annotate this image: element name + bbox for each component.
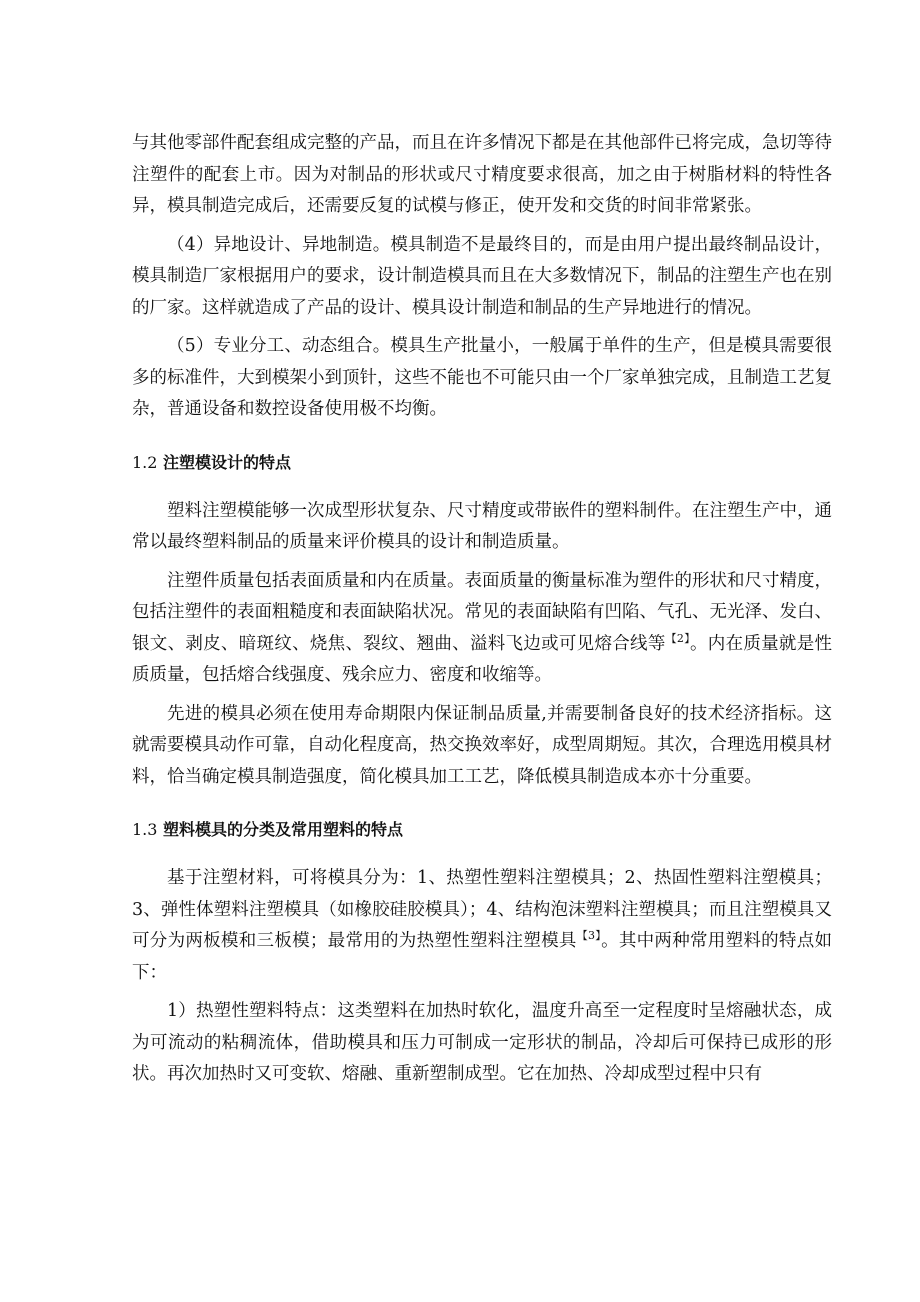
paragraph-text: 。内在质量就是性质质量，包括熔合线强度、残余应力、密度和收缩等。 xyxy=(132,633,833,685)
paragraph-injection-mold-intro: 塑料注塑模能够一次成型形状复杂、尺寸精度或带嵌件的塑料制件。在注塑生产中，通常以最终塑料制品的质量来评价模具的设计和制造质量。 xyxy=(132,500,832,552)
paragraph-thermoplastic: 1）热塑性塑料特点：这类塑料在加热时软化，温度升高至一定程度时呈熔融状态，成为可流动的粘稠流体，借助模具和压力可制成一定形状的制品，冷却后可保持已成形的形状。再次加热时又可变软、熔融、重新塑制成型。它在加热、冷却成型过程中只有 xyxy=(132,1001,832,1084)
citation-2: 【2】 xyxy=(665,631,690,645)
citation-3: 【3】 xyxy=(576,929,602,943)
paragraph-text: 注塑件质量包括表面质量和内在质量。表面质量的衡量标准为塑件的形状和尺寸精度，包括注塑件的表面粗糙度和表面缺陷状况。常见的表面缺陷有凹陷、气孔、无光泽、发白、银文、剥皮、暗斑纹、烧焦、裂纹、翘曲、溢料飞边或可见熔合线等 xyxy=(132,570,832,654)
paragraph-advanced-mold: 先进的模具必须在使用寿命期限内保证制品质量,并需要制备良好的技术经济指标。这就需要模具动作可靠，自动化程度高，热交换效率好，成型周期短。其次，合理选用模具材料，恰当确定模具制造强度，简化模具加工工艺，降低模具制造成本亦十分重要。 xyxy=(132,703,832,787)
section-number: 1.2 xyxy=(132,452,158,472)
paragraph-item-5: （5）专业分工、动态组合。模具生产批量小，一般属于单件的生产，但是模具需要很多的标准件，大到模架小到顶针，这些不能也不可能只由一个厂家单独完成，且制造工艺复杂，普通设备和数控设备使用极不均衡。 xyxy=(132,336,832,419)
paragraph-continuation: 与其他零部件配套组成完整的产品，而且在许多情况下都是在其他部件已将完成，急切等待注塑件的配套上市。因为对制品的形状或尺寸精度要求很高，加之由于树脂材料的特性各异，模具制造完成后，还需要反复的试模与修正，使开发和交货的时间非常紧张。 xyxy=(132,133,832,216)
paragraph-text: 。其中两种常用塑料的特点如下： xyxy=(132,931,833,983)
section-title: 注塑模设计的特点 xyxy=(163,452,292,472)
paragraph-text: 基于注塑材料，可将模具分为：1、热塑性塑料注塑模具；2、热固性塑料注塑模具；3、弹性体塑料注塑模具（如橡胶硅胶模具）；4、结构泡沫塑料注塑模具；而且注塑模具又可分为两板模和三板模；最常用的为热塑性塑料注塑模具 xyxy=(132,868,832,951)
paragraph-part-quality xyxy=(132,566,832,692)
section-heading-1-2 xyxy=(132,448,832,478)
document-page xyxy=(132,128,832,1091)
section-title: 塑料模具的分类及常用塑料的特点 xyxy=(163,820,404,839)
section-number: 1.3 xyxy=(132,820,158,839)
paragraph-mold-classification xyxy=(132,863,832,989)
paragraph-item-4: （4）异地设计、异地制造。模具制造不是最终目的，而是由用户提出最终制品设计，模具制造厂家根据用户的要求，设计制造模具而且在大多数情况下，制品的注塑生产也在别的厂家。这样就造成了产品的设计、模具设计制造和制品的生产异地进行的情况。 xyxy=(132,234,832,318)
section-heading-1-3 xyxy=(132,815,832,845)
